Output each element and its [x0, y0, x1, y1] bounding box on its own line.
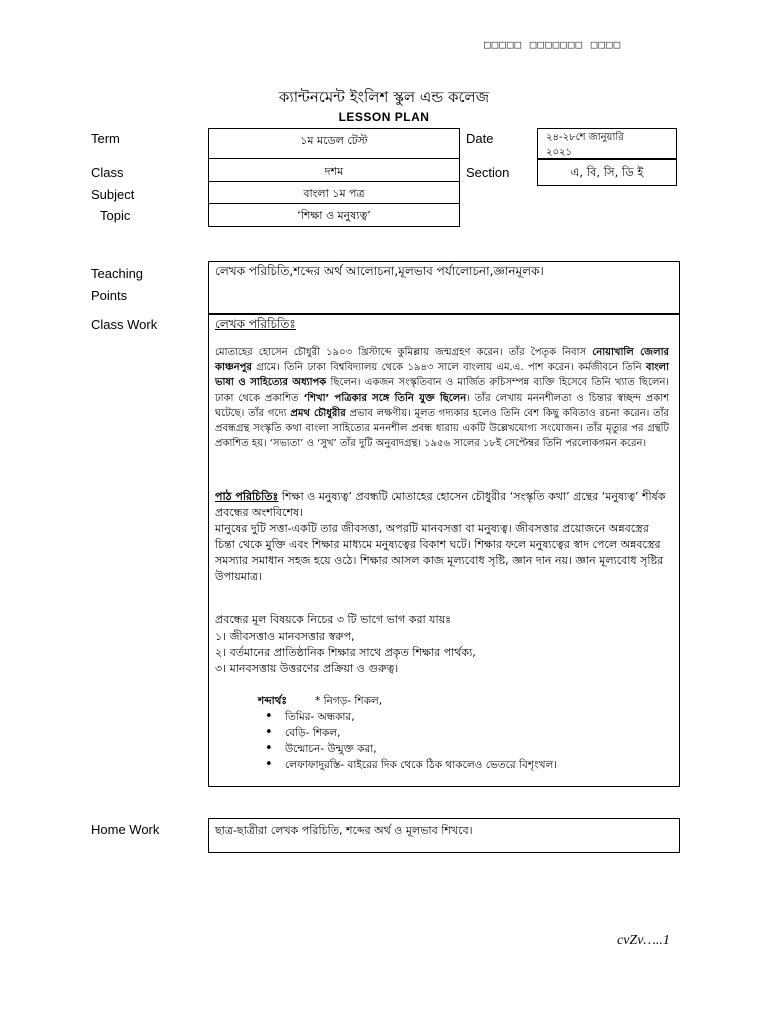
author-bold-2: বাংলা ভাষা ও সাহিত্যের অধ্যাপক: [215, 362, 669, 389]
term-label: Term: [91, 131, 120, 146]
class-value-box: [208, 159, 460, 182]
text-summary-paragraph: মানুষের দুটি সত্তা-একটি তার জীবসত্তা, অপরটি মানবসত্তা বা মনুষ্যত্ব। জীবসত্তার প্রয়োজনে অন্নবস্ত্রের চিন্তা থেকে মুক্তি এবং শিক্ষার মাধ্যমে মনুষ্যত্বের বিকাশ ঘটে। শিক্ষার ফলে মনুষ্যত্বের স্বাদ পেলে অন্নবস্ত্রের সমস্যার সমাধান সহজ হয়ে ওঠে। শিক্ষার আসল কাজ মূল্যবোধ সৃষ্টি, জ্ঞান দান নয়। জ্ঞান মূল্যবোধ সৃষ্টির উপায়মাত্র।: [215, 522, 664, 583]
author-text-5: প্রভাব লক্ষণীয়। মূলত গদ্যকার হলেও তিনি বেশ কিছু কবিতাও রচনা করেন। তাঁর প্রবন্ধগ্রন্থ সংস্কৃতি কথা বাংলা সাহিত্যের মননশীল প্রবন্ধ ধারায় একটি উল্লেখযোগ্য সংযোজন। তাঁর মৃত্যুর পর গ্রন্থটি প্রকাশিত হয়। ‘সভ্যতা’ ও ‘সুখ’ তাঁর দুটি অনুবাদগ্রন্থ। ১৯৫৬ সালের ১৮ই সেপ্টেম্বর তিনি পরলোকগমন করেন।: [215, 407, 669, 450]
division-intro: প্রবন্ধের মূল বিষয়কে নিচের ৩ টি ভাগে ভাগ করা যায়ঃ: [215, 613, 452, 626]
teaching-points-label-line1: Teaching: [91, 266, 144, 281]
word-item-4: • লেফাফাদুরস্তি- বাইরের দিক থেকে ঠিক থাকলেও ভেতরে বিশৃংখল।: [285, 757, 557, 773]
section-value: এ, বি, সি, ডি ই: [570, 165, 644, 179]
teaching-points-box: [208, 261, 680, 314]
author-text-1: মোতাহের হোসেন চৌধুরী ১৯০৩ খ্রিস্টাব্দে কুমিল্লায় জন্মগ্রহণ করেন। তাঁর পৈতৃক নিবাস: [215, 347, 593, 358]
home-work-label: Home Work: [91, 822, 160, 837]
section-label: Section: [466, 165, 510, 180]
section-value-box: [537, 159, 677, 186]
teaching-points-label: [91, 263, 143, 307]
author-text-3: ছিলেন। একজন সংস্কৃতিবান ও মার্জিত রুচিসম্পন্ন ব্যক্তি হিসেবে তিনি খ্যাত ছিলেন। ঢাকা থেকে প্রকাশিত: [215, 377, 669, 404]
word-item-3: • উন্মোচন- উন্মুক্ত করা,: [285, 741, 377, 757]
word-item-2: • বেড়ি- শিকল,: [285, 725, 340, 741]
author-heading: লেখক পরিচিতিঃ: [215, 317, 296, 331]
page-footer: cvZv…..1: [617, 933, 670, 948]
document-title: LESSON PLAN: [338, 110, 430, 124]
text-heading: পাঠ পরিচিতিঃ: [215, 490, 279, 503]
subject-value-box: [208, 182, 460, 204]
author-text-4: । তাঁর লেখায় মননশীলতা ও চিন্তার স্বচ্ছন্দ প্রকাশ ঘটেছে। তাঁর গদ্যে: [215, 392, 670, 419]
school-name: ক্যান্টনমেন্ট ইংলিশ স্কুল এন্ড কলেজ: [278, 88, 490, 106]
division-item-2: ২। বর্তমানের প্রাতিষ্ঠানিক শিক্ষার সাথে প্রকৃত শিক্ষার পার্থক্য,: [215, 646, 476, 659]
class-label: Class: [91, 165, 124, 180]
term-value-box: [208, 128, 460, 159]
word-item-0: * নিগড়- শিকল,: [315, 695, 383, 707]
author-text-2: গ্রামে। তিনি ঢাকা বিশ্ববিদ্যালয় থেকে ১৯৪৩ সালে বাংলায় এম.এ. পাশ করেন। কর্মজীবনে তিনি: [251, 362, 646, 374]
subject-value: বাংলা ১ম পত্র: [303, 187, 365, 200]
topic-label: Topic: [100, 208, 131, 223]
division-item-3: ৩। মানবসত্তায় উত্তরণের প্রক্রিয়া ও গুরুত্ব।: [215, 662, 399, 675]
text-para-1: শিক্ষা ও মনুষ্যত্ব’ প্রবন্ধটি মোতাহের হোসেন চৌধুরীর ‘সংস্কৃতি কথা’ গ্রন্থের ‘মনুষ্যত্ব’ শীর্ষক প্রবন্ধের অংশবিশেষ।: [215, 490, 666, 519]
topic-value-box: [208, 204, 460, 227]
author-bold-4: প্রমথ চৌধুরীর: [290, 407, 346, 419]
class-value: দশম: [324, 165, 344, 178]
date-value-line2: ২০২১: [546, 147, 572, 158]
header-placeholder: □□□□□ □□□□□□□ □□□□: [484, 38, 622, 51]
topic-value: ‘শিক্ষা ও মনুষ্যত্ব’: [297, 209, 371, 222]
division-item-1: ১। জীবসত্তাও মানবসত্তার স্বরুপ,: [215, 630, 355, 643]
subject-label: Subject: [91, 187, 135, 202]
home-work-value: ছাত্র-ছাত্রীরা লেখক পরিচিতি, শব্দের অর্থ ও মূলভাব শিখবে।: [215, 824, 473, 837]
text-intro-paragraph: [215, 489, 669, 521]
teaching-points-value: লেখক পরিচিতি,শব্দের অর্থ আলোচনা,মূলভাব পর্যালোচনা,জ্ঞানমূলক।: [215, 264, 544, 278]
home-work-box: [208, 818, 680, 853]
term-value: ১ম মডেল টেস্ট: [300, 134, 368, 147]
class-work-label: Class Work: [91, 317, 158, 332]
word-item-1: • তিমির- অন্ধকার,: [285, 709, 355, 725]
teaching-points-label-line2: Points: [91, 288, 128, 303]
date-label: Date: [466, 131, 494, 146]
date-value-box: [537, 128, 677, 159]
author-bold-1: নোয়াখালি জেলার কাঞ্চনপুর: [215, 347, 669, 374]
words-heading: শব্দার্থঃ: [258, 695, 288, 707]
author-bold-3: ‘শিখা’ পত্রিকার সঙ্গে তিনি যুক্ত ছিলেন: [303, 392, 467, 404]
date-value-line1: ২৪-২৮শে জানুয়ারি: [546, 132, 624, 143]
author-paragraph: [215, 345, 669, 451]
